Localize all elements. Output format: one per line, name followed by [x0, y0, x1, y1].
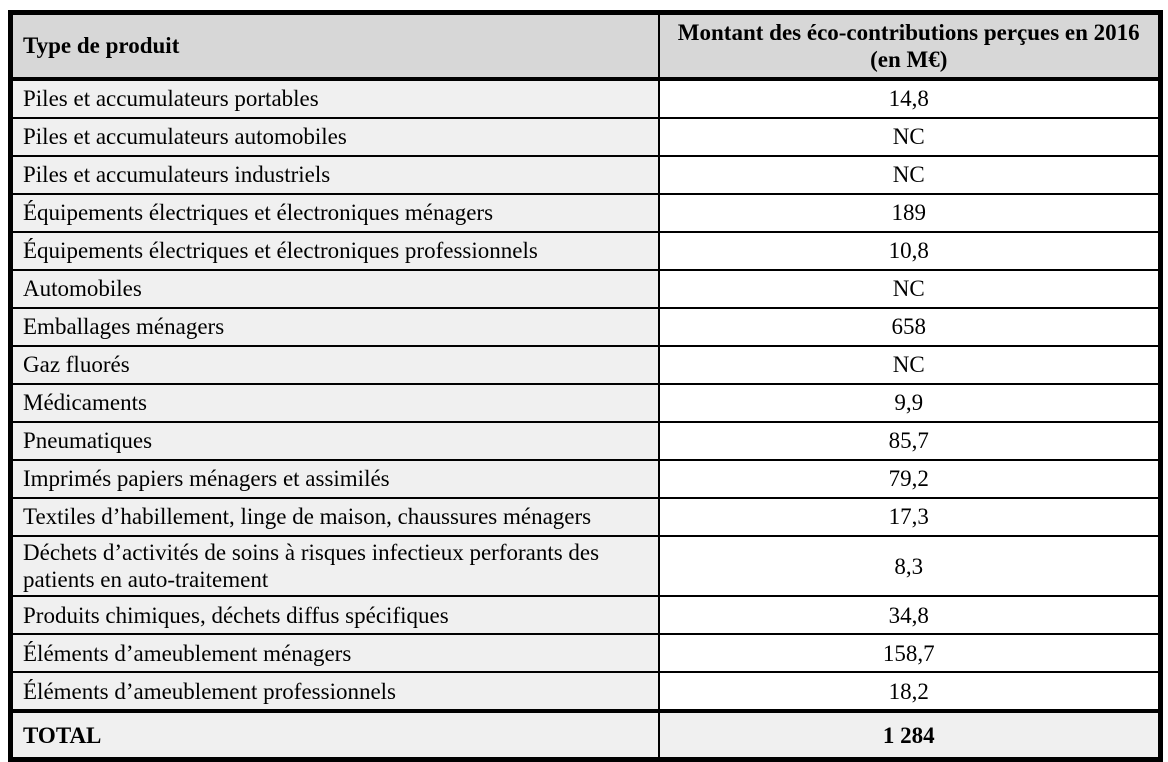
- table-row: [11, 672, 1161, 711]
- total-value-cell: 1 284: [659, 711, 1161, 760]
- table-row: [11, 422, 1161, 460]
- table-row: [11, 308, 1161, 346]
- table-row: [11, 156, 1161, 194]
- amount-cell: NC: [659, 346, 1161, 384]
- total-row: [11, 711, 1161, 760]
- table-row: [11, 384, 1161, 422]
- table-row: [11, 194, 1161, 232]
- column-header-product-type: Type de produit: [11, 13, 659, 80]
- table-footer: [11, 711, 1161, 760]
- product-cell: Éléments d’ameublement ménagers: [11, 634, 659, 672]
- amount-cell: 658: [659, 308, 1161, 346]
- amount-cell: NC: [659, 156, 1161, 194]
- product-cell: Emballages ménagers: [11, 308, 659, 346]
- table-row: [11, 536, 1161, 596]
- table-body: [11, 79, 1161, 711]
- table-row: [11, 270, 1161, 308]
- product-cell: Piles et accumulateurs portables: [11, 79, 659, 118]
- product-cell: Gaz fluorés: [11, 346, 659, 384]
- amount-cell: 34,8: [659, 596, 1161, 634]
- product-cell: Équipements électriques et électroniques ménagers: [11, 194, 659, 232]
- table-row: [11, 498, 1161, 536]
- header-row: [11, 13, 1161, 80]
- total-label-cell: TOTAL: [11, 711, 659, 760]
- table-row: [11, 79, 1161, 118]
- product-cell: Équipements électriques et électroniques professionnels: [11, 232, 659, 270]
- product-cell: Produits chimiques, déchets diffus spécifiques: [11, 596, 659, 634]
- product-cell: Textiles d’habillement, linge de maison, chaussures ménagers: [11, 498, 659, 536]
- product-cell: Déchets d’activités de soins à risques infectieux perforants des patients en auto-traitement: [11, 536, 659, 596]
- amount-cell: 9,9: [659, 384, 1161, 422]
- product-cell: Automobiles: [11, 270, 659, 308]
- amount-cell: 85,7: [659, 422, 1161, 460]
- amount-cell: NC: [659, 118, 1161, 156]
- amount-cell: 189: [659, 194, 1161, 232]
- table-row: [11, 232, 1161, 270]
- amount-cell: 17,3: [659, 498, 1161, 536]
- table-header: [11, 13, 1161, 80]
- table-row: [11, 346, 1161, 384]
- amount-cell: 8,3: [659, 536, 1161, 596]
- product-cell: Pneumatiques: [11, 422, 659, 460]
- eco-contributions-table: [8, 10, 1163, 762]
- product-cell: Médicaments: [11, 384, 659, 422]
- product-cell: Éléments d’ameublement professionnels: [11, 672, 659, 711]
- table-row: [11, 634, 1161, 672]
- product-cell: Imprimés papiers ménagers et assimilés: [11, 460, 659, 498]
- amount-cell: 158,7: [659, 634, 1161, 672]
- product-cell: Piles et accumulateurs automobiles: [11, 118, 659, 156]
- amount-cell: 10,8: [659, 232, 1161, 270]
- amount-cell: NC: [659, 270, 1161, 308]
- product-cell: Piles et accumulateurs industriels: [11, 156, 659, 194]
- column-header-amount-2016: Montant des éco-contributions perçues en 2016 (en M€): [659, 13, 1161, 80]
- amount-cell: 18,2: [659, 672, 1161, 711]
- amount-cell: 14,8: [659, 79, 1161, 118]
- table-row: [11, 118, 1161, 156]
- table-row: [11, 596, 1161, 634]
- table-row: [11, 460, 1161, 498]
- amount-cell: 79,2: [659, 460, 1161, 498]
